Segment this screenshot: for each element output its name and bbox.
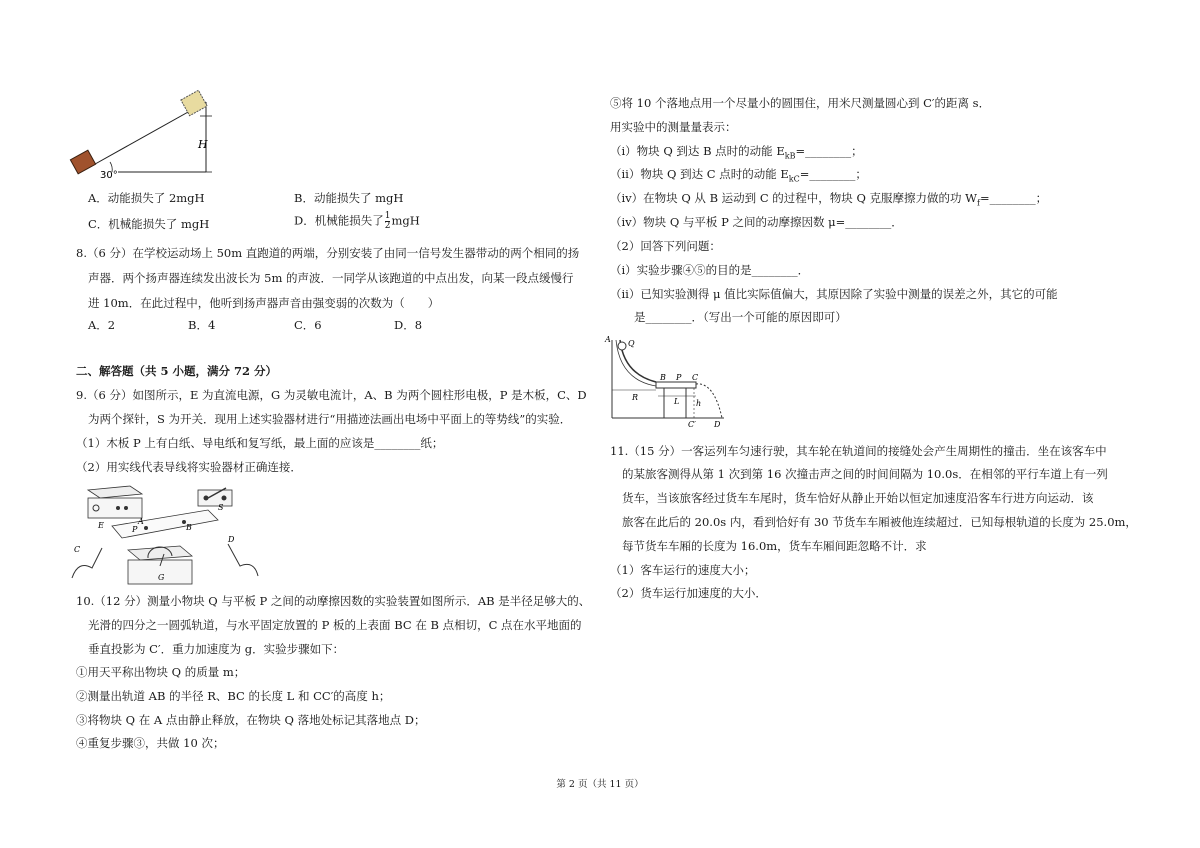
power-supply: [88, 486, 142, 518]
label-d: D: [714, 420, 721, 428]
q10-sub-iv-text: （ⅳ）在物块 Q 从 B 运动到 C 的过程中，物块 Q 克服摩擦力做的功 W: [610, 191, 977, 205]
q7-option-a: A．动能损失了 2mgH: [88, 191, 205, 205]
fraction-numerator: 1: [384, 211, 391, 221]
q11-line-2: 的某旅客测得从第 1 次到第 16 次撞击声之间的时间间隔为 10.0s．在相邻的平行车道上有一列: [622, 467, 1108, 481]
q10-sub-iv-blank: =________；: [979, 191, 1048, 205]
q7-option-b: B．动能损失了 mgH: [294, 191, 404, 205]
label-a: A: [605, 335, 611, 344]
q10-step-5: ⑤将 10 个落地点用一个尽量小的圆围住，用米尺测量圆心到 C′的距离 s．: [610, 96, 991, 110]
q9-sub-1: （1）木板 P 上有白纸、导电纸和复写纸，最上面的应该是________纸；: [76, 436, 444, 450]
q8-option-b: B．4: [188, 318, 216, 332]
label-g: G: [158, 573, 165, 582]
q11-sub-2: （2）货车运行加速度的大小．: [610, 586, 767, 600]
height-label: H: [198, 138, 208, 151]
q8-line-1: 8.（6 分）在学校运动场上 50m 直跑道的两端，分别安装了由同一信号发生器带动的两个相同的扬: [76, 246, 580, 260]
label-p: P: [132, 525, 138, 534]
q10-part-2: （2）回答下列问题：: [610, 239, 721, 253]
angle-label: 30°: [100, 170, 118, 180]
q10-part-2-ii-1: （ⅱ）已知实验测得 μ 值比实际值偏大，其原因除了实验中测量的误差之外，其它的可能: [610, 287, 1058, 301]
q10-part-2-i: （ⅰ）实验步骤④⑤的目的是________．: [610, 263, 810, 277]
q11-line-3: 货车，当该旅客经过货车车尾时，货车恰好从静止开始以恒定加速度沿客车行进方向运动．该: [622, 491, 1094, 505]
q10-part-2-ii-2: 是________．（写出一个可能的原因即可）: [634, 310, 847, 324]
q10-sub-iv-subscript: f: [977, 198, 980, 208]
q10-sub-iv-2: （ⅳ）物块 Q 与平板 P 之间的动摩擦因数 μ=________．: [610, 215, 903, 229]
q8-line-3: 进 10m．在此过程中，他听到扬声器声音由强变弱的次数为（ ）: [88, 296, 440, 310]
q10-sub-iv: [610, 190, 1047, 211]
q10-sub-ii: [610, 166, 867, 187]
label-r: R: [632, 393, 639, 402]
fraction: [385, 212, 391, 231]
label-p: P: [676, 373, 682, 382]
label-c-prime: C′: [688, 420, 696, 428]
q7-option-d-suffix: mgH: [391, 213, 420, 228]
q10-sub-i: [610, 143, 863, 164]
q10-step-3: ③将物块 Q 在 A 点由静止释放，在物块 Q 落地处标记其落地点 D；: [76, 713, 426, 727]
q10-step-2: ②测量出轨道 AB 的半径 R、BC 的长度 L 和 CC′的高度 h；: [76, 689, 391, 703]
label-c: C: [74, 545, 81, 554]
q11-line-5: 每节货车车厢的长度为 16.0m，货车车厢间距忽略不计．求: [622, 539, 927, 553]
label-s: S: [218, 503, 224, 512]
q10-step-1: ①用天平称出物块 Q 的质量 m；: [76, 665, 246, 679]
q8-option-c: C．6: [294, 318, 322, 332]
label-l: L: [674, 397, 680, 406]
q10-sub-ii-subscript: kC: [788, 174, 800, 184]
q7-option-d: [294, 212, 420, 231]
q10-sub-ii-blank: =________；: [799, 167, 867, 181]
q10-step-4: ④重复步骤③，共做 10 次；: [76, 736, 225, 750]
apparatus-figure: [68, 480, 268, 592]
q11-sub-1: （1）客车运行的速度大小；: [610, 563, 756, 577]
q10-line-1: 10.（12 分）测量小物块 Q 与平板 P 之间的动摩擦因数的实验装置如图所示．AB 是半径足够大的、: [76, 594, 591, 608]
track-figure: [604, 334, 734, 428]
label-c: C: [692, 373, 699, 382]
q7-option-d-prefix: D．机械能损失了: [294, 213, 384, 228]
label-a: A: [138, 517, 144, 526]
q9-line-2: 为两个探针，S 为开关．现用上述实验器材进行“用描迹法画出电场中平面上的等势线”的实验．: [88, 412, 572, 426]
q10-line-2: 光滑的四分之一圆弧轨道，与水平固定放置的 P 板的上表面 BC 在 B 点相切，C 点在水平地面的: [88, 618, 582, 632]
q10-sub-ii-text: （ⅱ）物块 Q 到达 C 点时的动能 E: [610, 167, 789, 181]
label-h: h: [696, 399, 702, 408]
q10-intro: 用实验中的测量量表示：: [610, 120, 737, 134]
page-footer: 第 2 页（共 11 页）: [556, 779, 644, 790]
fraction-denominator: 2: [384, 221, 391, 231]
q9-line-1: 9.（6 分）如图所示，E 为直流电源，G 为灵敏电流计，A、B 为两个圆柱形电极，P 是木板，C、D: [76, 388, 587, 402]
q11-line-4: 旅客在此后的 20.0s 内，看到恰好有 30 节货车车厢被他连续超过．已知每根轨道的长度为 25.0m，: [622, 515, 1137, 529]
q7-option-c: C．机械能损失了 mgH: [88, 217, 210, 231]
q9-sub-2: （2）用实线代表导线将实验器材正确连接．: [76, 460, 302, 474]
incline-figure: [60, 88, 230, 180]
label-e: E: [98, 521, 104, 530]
label-b: B: [660, 373, 666, 382]
switch: [198, 488, 232, 506]
section-title: 二、解答题（共 5 小题，满分 72 分）: [76, 364, 278, 378]
q10-line-3: 垂直投影为 C′．重力加速度为 g．实验步骤如下：: [88, 642, 345, 656]
label-d: D: [228, 535, 235, 544]
q10-sub-i-blank: =________；: [795, 144, 863, 158]
label-q: Q: [628, 339, 635, 348]
q8-option-a: A．2: [88, 318, 116, 332]
q11-line-1: 11.（15 分）一客运列车匀速行驶，其车轮在轨道间的接缝处会产生周期性的撞击．坐在该客车中: [610, 444, 1107, 458]
q8-line-2: 声器．两个扬声器连续发出波长为 5m 的声波．一同学从该跑道的中点出发，向某一段点缓慢行: [88, 271, 574, 285]
q10-sub-i-text: （ⅰ）物块 Q 到达 B 点时的动能 E: [610, 144, 785, 158]
q8-option-d: D．8: [394, 318, 423, 332]
q10-sub-i-subscript: kB: [784, 151, 796, 161]
label-b: B: [186, 523, 192, 532]
